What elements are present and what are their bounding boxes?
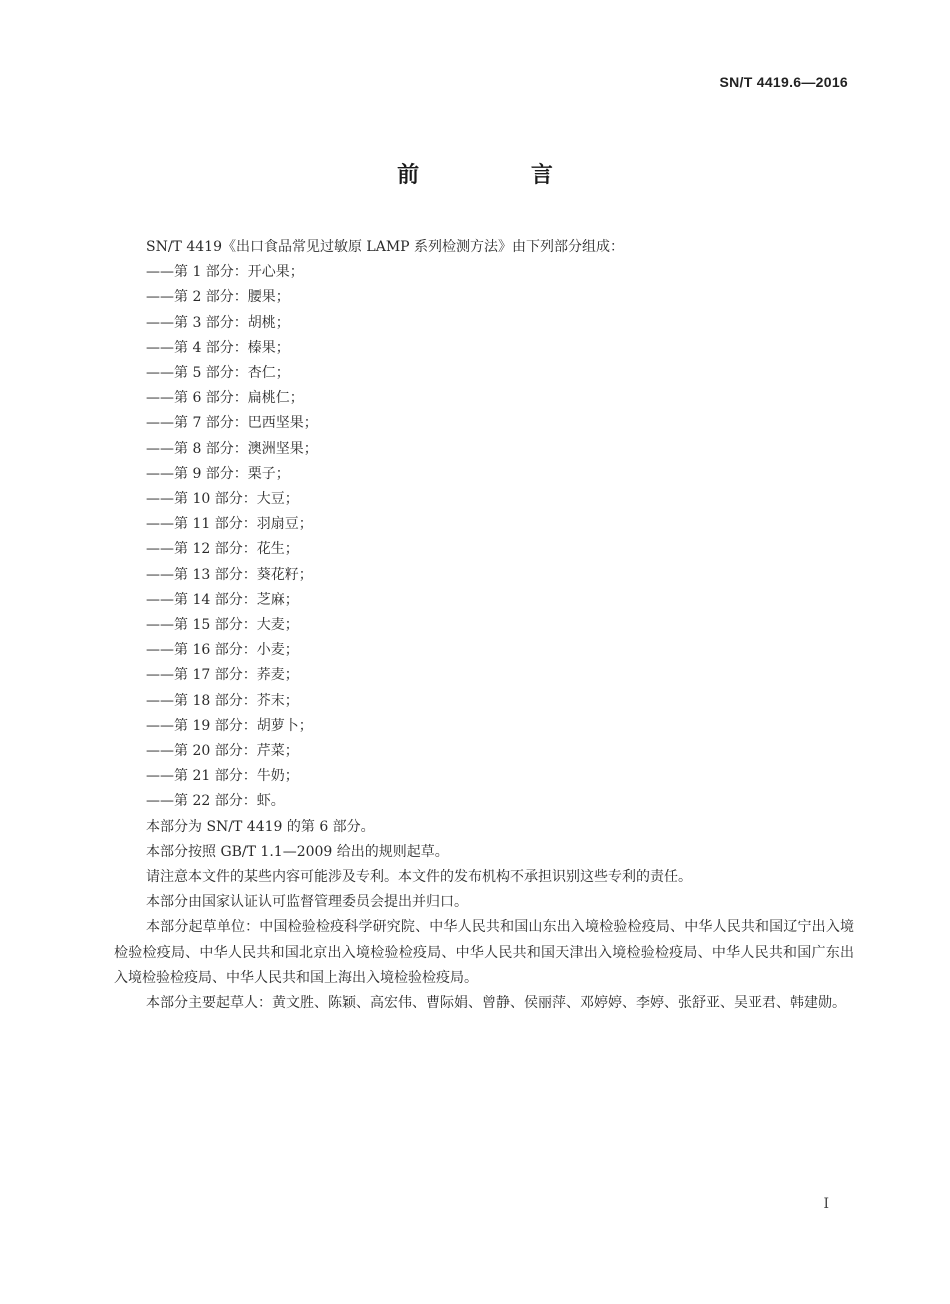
drafters-paragraph: 本部分主要起草人：黄文胜、陈颖、高宏伟、曹际娟、曾静、侯丽萍、邓婷婷、李婷、张舒亚、吴亚君、韩建勋。 [146,995,846,1012]
part-list-item: ——第 5 部分：杏仁； [146,365,290,382]
standard-code: SN/T 4419.6—2016 [719,74,848,90]
part-list-item: ——第 1 部分：开心果； [146,264,304,281]
part-list-item: ——第 19 部分：胡萝卜； [146,717,313,734]
parts-list [114,260,854,814]
part-list-item: ——第 7 部分：巴西坚果； [146,415,318,432]
part-list-item: ——第 15 部分：大麦； [146,617,299,634]
part-list-item: ——第 10 部分：大豆； [146,491,299,508]
page-number: I [823,1196,829,1212]
body-paragraph: 请注意本文件的某些内容可能涉及专利。本文件的发布机构不承担识别这些专利的责任。 [146,869,692,886]
part-list-item: ——第 18 部分：芥末； [146,692,299,709]
part-list-item: ——第 17 部分：荞麦； [146,667,299,684]
part-list-item: ——第 6 部分：扁桃仁； [146,390,304,407]
part-list-item: ——第 11 部分：羽扇豆； [146,516,313,533]
part-list-item: ——第 21 部分：牛奶； [146,768,299,785]
part-list-item: ——第 14 部分：芝麻； [146,591,299,608]
part-list-item: ——第 4 部分：榛果； [146,339,290,356]
intro-paragraph: SN/T 4419《出口食品常见过敏原 LAMP 系列检测方法》由下列部分组成： [146,239,625,255]
part-list-item: ——第 12 部分：花生； [146,541,299,558]
part-list-item: ——第 13 部分：葵花籽； [146,566,313,583]
part-list-item: ——第 20 部分：芹菜； [146,743,299,760]
page-title: 前 言 [397,163,605,188]
body-paragraph: 本部分由国家认证认可监督管理委员会提出并归口。 [146,894,468,911]
body-paragraph: 本部分为 SN/T 4419 的第 6 部分。 [146,818,375,835]
part-list-item: ——第 3 部分：胡桃； [146,314,290,331]
document-body [114,235,854,1016]
part-list-item: ——第 22 部分：虾。 [146,793,285,810]
part-list-item: ——第 2 部分：腰果； [146,289,290,306]
body-paragraph: 本部分按照 GB/T 1.1—2009 给出的规则起草。 [146,843,449,860]
part-list-item: ——第 9 部分：栗子； [146,465,290,482]
part-list-item: ——第 8 部分：澳洲坚果； [146,440,318,457]
part-list-item: ——第 16 部分：小麦； [146,642,299,659]
drafting-units-paragraph: 本部分起草单位：中国检验检疫科学研究院、中华人民共和国山东出入境检验检疫局、中华人民共和国辽宁出入境检验检疫局、中华人民共和国北京出入境检验检疫局、中华人民共和国天津出入境检验检疫局、中华人民共和国广东出入境检验检疫局、中华人民共和国上海出入境检验检疫局。 [114,919,854,986]
